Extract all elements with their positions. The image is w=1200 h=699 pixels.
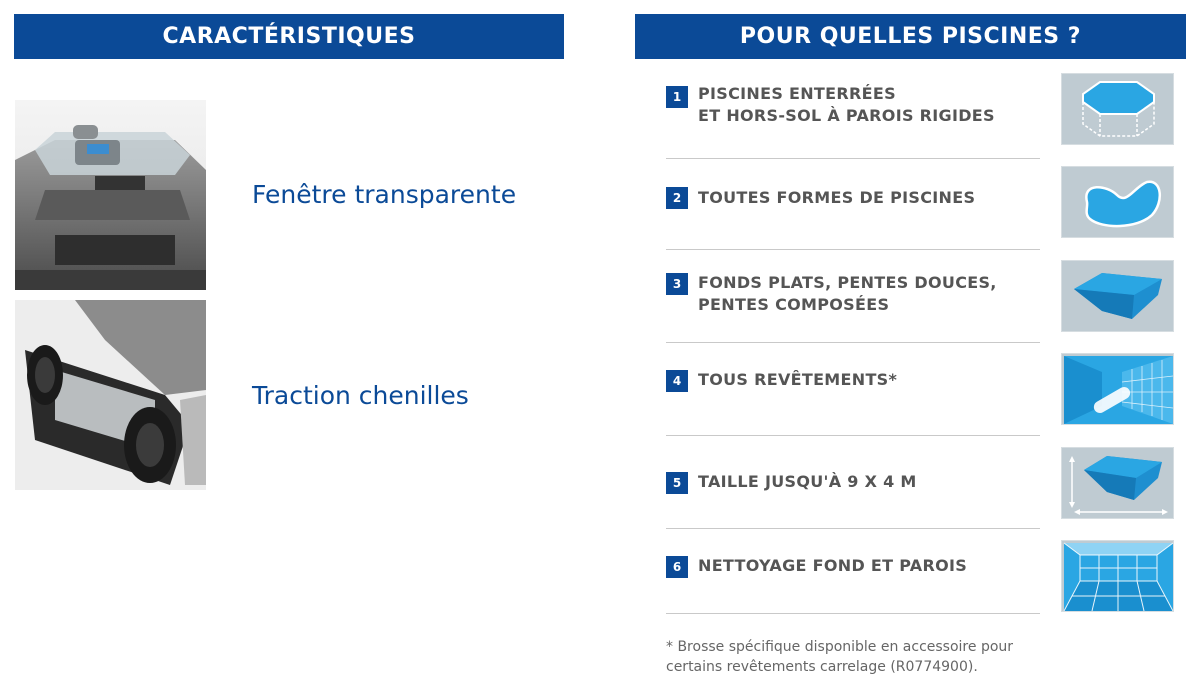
characteristics-title: CARACTÉRISTIQUES	[162, 24, 416, 49]
item-number-badge: 3	[666, 273, 688, 295]
pool-type-item-6	[666, 528, 1040, 614]
pool-types-title: POUR QUELLES PISCINES ?	[739, 24, 1082, 49]
pool-types-header	[635, 14, 1186, 59]
feature-tracks-label: Traction chenilles	[252, 381, 469, 410]
item-text: TAILLE JUSQU'À 9 X 4 M	[698, 472, 917, 491]
item-text: NETTOYAGE FOND ET PAROIS	[698, 556, 968, 575]
pool-depth-icon	[1061, 260, 1174, 332]
pool-type-item-3	[666, 249, 1040, 343]
pool-type-item-2	[666, 158, 1040, 250]
pool-size-icon	[1061, 447, 1174, 519]
item-number-badge: 1	[666, 86, 688, 108]
robot-tracks-photo	[15, 300, 206, 490]
item-text: FONDS PLATS, PENTES DOUCES, PENTES COMPOSÉES	[698, 273, 997, 314]
item-number-badge: 2	[666, 187, 688, 209]
pool-floor-walls-icon	[1061, 540, 1174, 612]
pool-lining-icon	[1061, 353, 1174, 425]
pool-type-item-5	[666, 435, 1040, 529]
footnote: * Brosse spécifique disponible en accessoire pour certains revêtements carrelage (R0774900).	[666, 639, 1014, 675]
item-number-badge: 4	[666, 370, 688, 392]
freeform-pool-icon	[1061, 166, 1174, 238]
robot-window-photo	[15, 100, 206, 290]
item-text: PISCINES ENTERRÉES ET HORS-SOL À PAROIS RIGIDES	[698, 84, 995, 125]
item-number-badge: 5	[666, 472, 688, 494]
item-text: TOUTES FORMES DE PISCINES	[698, 188, 976, 207]
characteristics-header	[14, 14, 564, 59]
pool-type-item-1	[666, 70, 1040, 159]
item-text: TOUS REVÊTEMENTS*	[698, 370, 898, 389]
item-number-badge: 6	[666, 556, 688, 578]
pool-type-item-4	[666, 342, 1040, 436]
octagon-pool-icon	[1061, 73, 1174, 145]
feature-transparent-window-label: Fenêtre transparente	[252, 180, 517, 209]
